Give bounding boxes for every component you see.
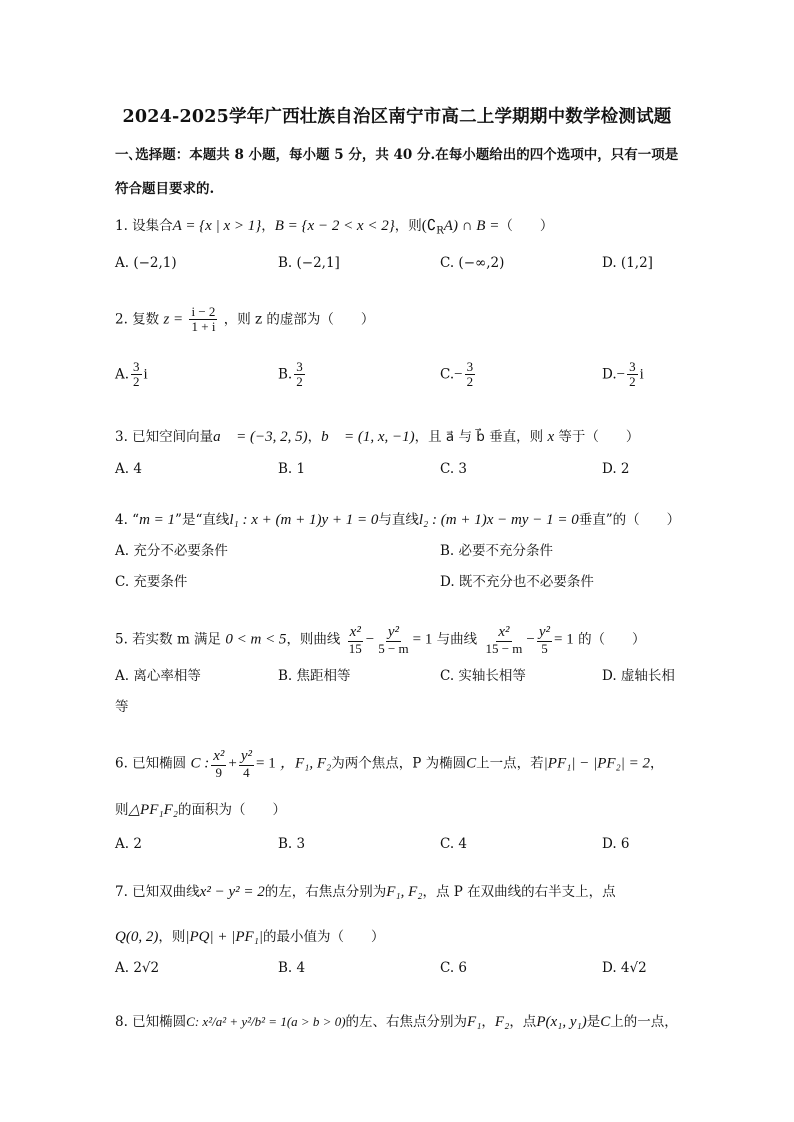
question-4-options-row2: [115, 570, 695, 594]
option-b[interactable]: B. $\frac{3}{2}$: [278, 359, 303, 390]
option-b[interactable]: B. 3: [278, 836, 306, 852]
option-d[interactable]: D. (1,2]: [602, 255, 653, 271]
option-a[interactable]: A. $\frac{3}{2}$ i: [115, 359, 148, 390]
option-d[interactable]: D. 既不充分也不必要条件: [440, 574, 594, 590]
question-6-line2: 则△PF₁F₂的面积为（ ）: [115, 802, 286, 818]
option-c[interactable]: C. (−∞,2): [440, 255, 505, 271]
option-a[interactable]: A. 2√2: [115, 960, 160, 976]
option-c[interactable]: C. 实轴长相等: [440, 668, 526, 684]
question-2-options: [115, 359, 695, 390]
question-2: 2. 复数 z = $\frac{i - 2}{1 + i}$ ，则 z 的虚部为（ ）: [115, 304, 375, 335]
option-b[interactable]: B. 必要不充分条件: [440, 543, 554, 559]
question-7: 7. 已知双曲线x² − y² = 2的左，右焦点分别为F₁, F₂，点 P 在双曲线的右半支上，点: [115, 884, 616, 900]
question-5-wrap: 等: [115, 699, 129, 715]
page-title: 2024-2025学年广西壮族自治区南宁市高二上学期期中数学检测试题: [122, 107, 672, 127]
question-1-options: [115, 255, 695, 279]
option-d[interactable]: D. 2: [602, 461, 630, 477]
option-c[interactable]: C. 3: [440, 461, 468, 477]
section-heading-line1: 一､选择题：本题共 8 小题，每小题 5 分，共 40 分.在每小题给出的四个选项中，只有一项是: [115, 147, 679, 163]
question-3: 3. 已知空间向量a⃗ = (−3, 2, 5)，b⃗ = (1, x, −1)，且 a⃗ 与 b⃗ 垂直，则 x 等于（ ）: [115, 429, 640, 445]
option-b[interactable]: B. 焦距相等: [278, 668, 351, 684]
question-7-line2: Q(0, 2)，则|PQ| + |PF₁|的最小值为（ ）: [115, 929, 385, 945]
option-b[interactable]: B. 1: [278, 461, 306, 477]
option-d[interactable]: D. 6: [602, 836, 630, 852]
option-a[interactable]: A. (−2,1): [115, 255, 177, 271]
option-c[interactable]: C. 4: [440, 836, 468, 852]
question-5: 5. 若实数 m 满足 0 < m < 5，则曲线 $\frac{\text{x²}}{15}$ − $\frac{\text{y²}}{5 - m}$ = 1 与曲线 $\frac{\text{x²}}{15 - m}$ − $\frac{\text{y²}}{5}$ = 1 的（ ）: [115, 624, 646, 656]
option-a[interactable]: A. 4: [115, 461, 142, 477]
question-7-options: [115, 960, 695, 984]
question-6: 6. 已知椭圆 C : $\frac{\text{x²}}{9}$ + $\frac{\text{y²}}{4}$ = 1 ，F₁, F₂为两个焦点，P 为椭圆C上一点，若|PF₁| − |PF₂| = 2，: [115, 748, 664, 780]
option-b[interactable]: B. 4: [278, 960, 306, 976]
option-a[interactable]: A. 2: [115, 836, 142, 852]
option-d[interactable]: D.− $\frac{3}{2}$ i: [602, 359, 644, 390]
question-8: 8. 已知椭圆C: x²/a² + y²/b² = 1(a > b > 0)的左、右焦点分别为F₁，F₂，点P(x₁, y₁)是C上的一点，: [115, 1014, 678, 1030]
option-b[interactable]: B. (−2,1]: [278, 255, 340, 271]
option-d[interactable]: D. 虚轴长相: [602, 668, 675, 684]
option-a[interactable]: A. 充分不必要条件: [115, 543, 228, 559]
option-c[interactable]: C.− $\frac{3}{2}$: [440, 359, 474, 390]
option-c[interactable]: C. 充要条件: [115, 574, 188, 590]
fraction: $\frac{i - 2}{1 + i}$: [191, 304, 216, 335]
question-1: 1. 设集合A = {x | x > 1}，B = {x − 2 < x < 2}，则$(∁_RA)$ ∩ B =（ ）: [115, 218, 554, 237]
question-6-options: [115, 836, 695, 860]
question-4: 4. “m = 1”是“直线l₁ : x + (m + 1)y + 1 = 0与直线l₂ : (m + 1)x − my − 1 = 0垂直”的（ ）: [115, 512, 681, 528]
section-heading-line2: 符合题目要求的.: [115, 181, 215, 197]
option-a[interactable]: A. 离心率相等: [115, 668, 201, 684]
question-4-options-row1: [115, 539, 695, 563]
option-c[interactable]: C. 6: [440, 960, 468, 976]
option-d[interactable]: D. 4√2: [602, 960, 647, 976]
question-5-options: [115, 664, 695, 688]
question-3-options: [115, 461, 695, 485]
